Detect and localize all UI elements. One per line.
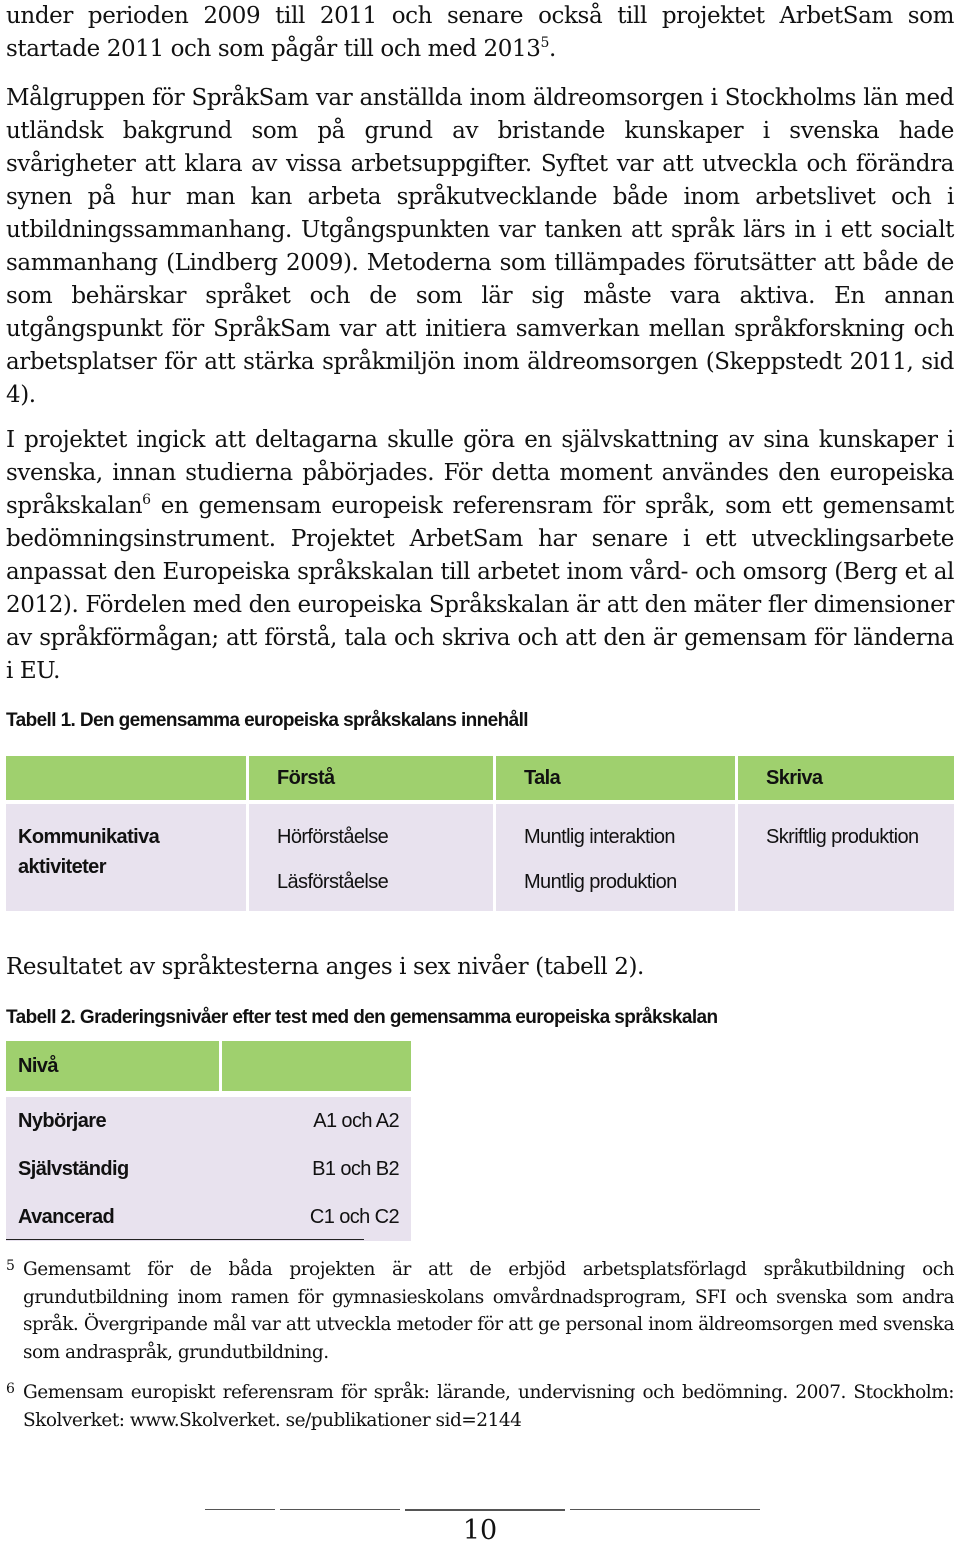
footnote-ref-5[interactable]: 5 (540, 35, 549, 51)
footnote-divider (6, 1239, 364, 1240)
footnote-text: Gemensamt för de båda projekten är att de erbjöd arbetsplatsförlagd språkutbildning och grundutbildning inom ramen för gymnasieskolans omvårdnadsprogram, SFI och svenska som andra språk. Övergripande mål var att utveckla metoder för att ge personal inom äldreomsorgen med svenska som andraspråk, grundutbildning. (23, 1259, 954, 1363)
paragraph-project-text-b: en gemensam europeisk referensram för språk, som ett gemensamt bedömningsinstrument. Projektet ArbetSam har senare i ett utvecklingsarbete anpassat den Europeiska språkskalan till arbetet inom vård- och omsorg (Berg et al 2012). Fördelen med den europeiska Språkskalan är att den mäter fler dimensioner av språkförmågan; att förstå, tala och skriva och att den är gemensam för länderna i EU. (6, 493, 954, 684)
cell-item: Muntlig interaktion (524, 826, 675, 848)
table1-cell-skriva (735, 804, 954, 911)
table1 (6, 756, 954, 911)
table2-header-level: Nivå (6, 1041, 219, 1091)
table1-cell-tala (493, 804, 735, 911)
paragraph-intro-text: under perioden 2009 till 2011 och senare också till projektet ArbetSam som startade 2011 och som pågår till och med 2013 (6, 3, 954, 62)
footnote-ref-6[interactable]: 6 (142, 492, 151, 508)
paragraph-intro (6, 0, 954, 66)
cell-item: Skriftlig produktion (766, 826, 919, 848)
page-number: 10 (462, 1515, 498, 1546)
table2-level: Avancerad (6, 1193, 219, 1241)
table2 (6, 1041, 411, 1241)
table2-value: A1 och A2 (219, 1097, 411, 1145)
table1-cell-forsta (246, 804, 493, 911)
table2-level: Självständig (6, 1145, 219, 1193)
paragraph-project-text-a: I projektet ingick att deltagarna skulle göra en självskattning av sina kunskaper i svenska, innan studierna påbörjades. För detta moment användes den europeiska språkskalan (6, 427, 954, 519)
paragraph-intro-period: . (548, 36, 556, 62)
result-text: Resultatet av språktesterna anges i sex nivåer (tabell 2). (6, 954, 644, 980)
table1-header-tala: Tala (493, 756, 735, 800)
table2-header-empty (219, 1041, 411, 1091)
table1-header-empty (6, 756, 246, 800)
paragraph-project (6, 424, 954, 688)
table2-value: C1 och C2 (219, 1193, 411, 1241)
footnotes (6, 1256, 954, 1434)
table1-header-forsta: Förstå (246, 756, 493, 800)
footnote-number: 5 (6, 1258, 15, 1274)
document-page (6, 0, 954, 1241)
table-row (6, 1097, 411, 1145)
cell-item: Läsförståelse (277, 871, 389, 893)
footnote-text: Gemensam europiskt referensram för språk: lärande, undervisning och bedömning. 2007. Stockholm: Skolverket: www.Skolverket. se/publikationer sid=2144 (23, 1382, 954, 1431)
footnote-5 (6, 1256, 954, 1366)
table-row (6, 804, 954, 911)
table2-caption: Tabell 2. Graderingsnivåer efter test med den gemensamma europeiska språkskalan (6, 1007, 718, 1028)
table1-header-skriva: Skriva (735, 756, 954, 800)
table1-row-label: Kommunikativa aktiviteter (6, 804, 246, 911)
paragraph-target-group: Målgruppen för SpråkSam var anställda inom äldreomsorgen i Stockholms län med utländsk bakgrund som på grund av bristande kunskaper i svenska hade svårigheter att klara av vissa arbetsuppgifter. Syftet var att utveckla och förändra synen på hur man kan arbeta språkutvecklande både inom arbetslivet och i utbildningssammanhang. Utgångspunkten var tanken att språk lärs in i ett socialt sammanhang (Lindberg 2009). Metoderna som tillämpades förutsätter att både de som behärskar språket och de som lär sig måste vara aktiva. En annan utgångspunkt för SpråkSam var att initiera samverkan mellan språkforskning och arbetsplatser för att stärka språkmiljön inom äldreomsorgen (Skeppstedt 2011, sid 4). (6, 85, 954, 408)
table-row (6, 1193, 411, 1241)
footnote-number: 6 (6, 1381, 15, 1397)
cell-item: Hörförståelse (277, 826, 389, 848)
footnote-6 (6, 1379, 954, 1434)
page-footer-rule (205, 1509, 760, 1513)
table1-caption: Tabell 1. Den gemensamma europeiska språkskalans innehåll (6, 710, 528, 731)
table-row (6, 1145, 411, 1193)
table2-value: B1 och B2 (219, 1145, 411, 1193)
table2-level: Nybörjare (6, 1097, 219, 1145)
cell-item: Muntlig produktion (524, 871, 677, 893)
